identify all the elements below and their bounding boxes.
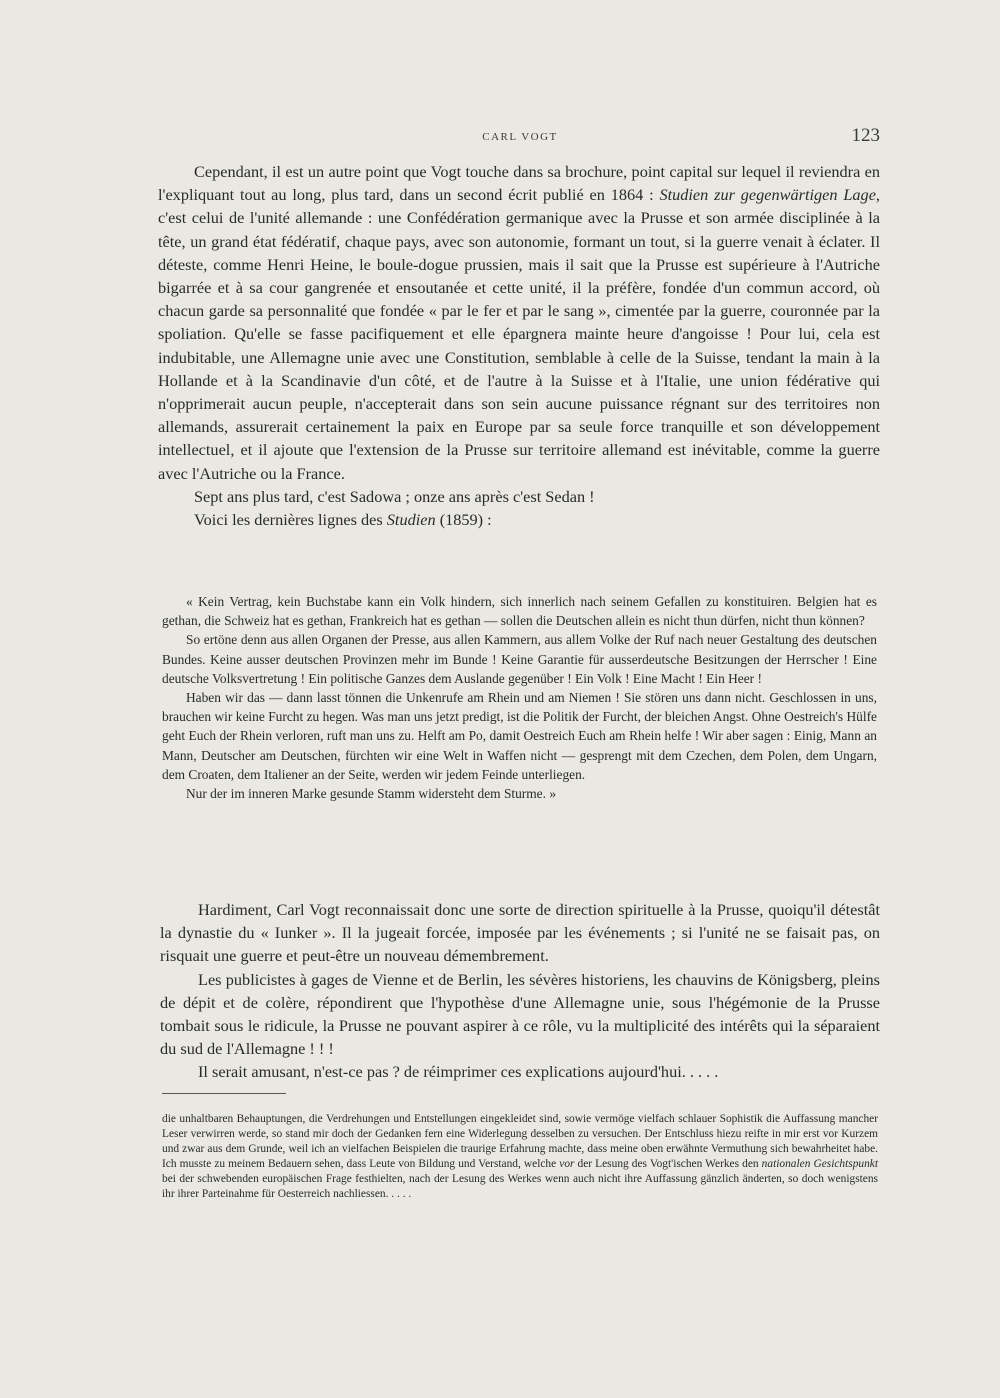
quote-paragraph: Nur der im inneren Marke gesunde Stamm widersteht dem Sturme. » <box>186 786 557 802</box>
quote-paragraph: Haben wir das — dann lasst tönnen die Unkenrufe am Rhein und am Niemen ! Sie stören uns dann nicht. Geschlossen in uns, brauchen wir keine Furcht zu hegen. Was man uns jetzt predigt, ist die Politik der Furcht, der bleichen Angst. Ohne Oestreich's Hülfe geht Euch der Rhein verloren, ruft man uns zu. Helft am Po, damit Oestreich Euch am Rhein helfe ! Wir aber sagen : Einig, Mann an Mann, Deutscher am Deutschen, fürchten wir eine Welt in Waffen nicht — gesprengt mit dem Czechen, dem Polen, dem Ungarn, dem Croaten, dem Italiener an der Seite, werden wir jedem Feinde unterliegen. <box>162 690 877 782</box>
footnote-rule <box>162 1093 286 1094</box>
quote-paragraph: « Kein Vertrag, kein Buchstabe kann ein Volk hindern, sich innerlich nach seinem Gefallen zu konstituiren. Belgien hat es gethan, die Schweiz hat es gethan, Frankreich hat es gethan — sollen die Deutschen allein es nicht thun dürfen, nicht thun können? <box>162 594 877 629</box>
quote-paragraph: So ertöne denn aus allen Organen der Presse, aus allen Kammern, aus allem Volke der Ruf nach neuer Gestaltung des deutschen Bundes. Keine ausser deutschen Provinzen mehr im Bunde ! Keine Garantie für ausserdeutsche Besitzungen der Herrscher ! Eine deutsche Volksvertretung ! Ein politische Ganzes dem Auslande gegenüber ! Ein Volk ! Eine Macht ! Ein Heer ! <box>162 632 877 686</box>
block-quote <box>162 592 877 803</box>
paragraph: Les publicistes à gages de Vienne et de Berlin, les sévères historiens, les chauvins de Königsberg, pleins de dépit et de colère, répondirent que l'hypothèse d'une Allemagne unie, sous l'hégémonie de la Prusse tombait sous le ridicule, la Prusse ne pouvant aspirer à ce rôle, vu la multiplicité des intérêts qui la séparaient du sud de l'Allemagne ! ! ! <box>160 969 880 1059</box>
running-head: CARL VOGT <box>482 131 558 143</box>
paragraph: Hardiment, Carl Vogt reconnaissait donc une sorte de direction spirituelle à la Prusse, quoiqu'il détestât la dynastie du « Iunker ». Il la jugeait forcée, imposée par les événements ; si l'unité ne se faisait pas, on risquait une guerre et peut-être un nouveau démembrement. <box>160 900 880 966</box>
book-title: Studien zur gegenwärtigen Lage <box>659 185 876 205</box>
footnote-segment: bei der schwebenden europäischen Frage festhielten, nach der Lesung des Werkes wenn auch nicht ihre Auffassung gänzlich änderten, so doch wenigstens ihr ihrer Parteinahme für Oesterreich nachliessen. . . . . <box>162 1173 878 1200</box>
paragraph: Sept ans plus tard, c'est Sadowa ; onze ans après c'est Sedan ! <box>194 486 595 506</box>
footnote-segment: der Lesung des Vogt'ischen Werkes den <box>574 1158 762 1170</box>
main-text <box>158 160 880 531</box>
paragraph <box>158 508 880 531</box>
footnote <box>162 1112 878 1202</box>
paragraph-text: Cependant, il est un autre point que Vogt touche dans sa brochure, point capital sur lequel il reviendra en l'expliquant tout au long, plus tard, dans un second écrit publié en 1864 : <box>158 162 880 205</box>
paragraph-text: Voici les dernières lignes des <box>194 510 387 530</box>
footnote-emphasis: nationalen Gesichtspunkt <box>761 1158 879 1170</box>
main-text-continued <box>160 898 880 1084</box>
paragraph <box>158 160 880 485</box>
page-number: 123 <box>851 125 880 146</box>
footnote-segment: die unhaltbaren Behauptungen, die Verdrehungen und Entstellungen eingekleidet sind, sowie vermöge vielfach schlauer Sophistik die Auffassung mancher Leser verwirren werde, so stand mir doch der Gedanken fern eine Widerlegung desselben zu versuchen. Der Entschluss hiezu reifte in mir erst vor Kurzem und zwar aus dem Grunde, weil ich an vielfachen Beispielen die traurige Erfahrung machte, dass meine oben erwähnte Vermuthung sich bewahrheitet habe. Ich musste zu meinem Bedauern sehen, dass Leute von Bildung und Verstand, welche <box>162 1113 878 1170</box>
paragraph: Il serait amusant, n'est-ce pas ? de réimprimer ces explications aujourd'hui. . . . . <box>198 1062 719 1082</box>
page-header <box>160 125 880 149</box>
footnote-emphasis: vor <box>559 1158 575 1170</box>
footnote-text <box>162 1112 878 1202</box>
paragraph-text: , c'est celui de l'unité allemande : une Confédération germanique avec la Prusse et son armée disciplinée à la tête, un grand état fédératif, chaque pays, avec son autonomie, formant un tout, si la guerre venait à éclater. Il déteste, comme Henri Heine, le boule-dogue prussien, mais il sait que la Prusse est supérieure à l'Autriche bigarrée et à sa cour gangrenée et ensoutanée et cette unité, il la préfère, fondée d'un commun accord, où chacun garde sa personnalité que fondée « par le fer et par le sang », cimentée par la guerre, couronnée par la spoliation. Qu'elle se fasse pacifiquement et elle épargnera mainte heure d'angoisse ! Pour lui, cela est indubitable, une Allemagne unie avec une Constitution, semblable à celle de la Suisse, tendant la main à la Hollande et à la Scandinavie d'un côté, et de l'autre à la Suisse et à l'Italie, une union fédérative qui n'opprimerait aucun peuple, n'accepterait dans son sein aucune puissance régnant sur des territoires non allemands, assurerait certainement la paix en Europe par sa seule force tranquille et son développement intellectuel, et il ajoute que l'extension de la Prusse sur territoire allemand est inévitable, comme la guerre avec l'Autriche ou la France. <box>158 185 880 483</box>
paragraph-text: (1859) : <box>435 510 492 530</box>
book-title: Studien <box>386 510 436 530</box>
